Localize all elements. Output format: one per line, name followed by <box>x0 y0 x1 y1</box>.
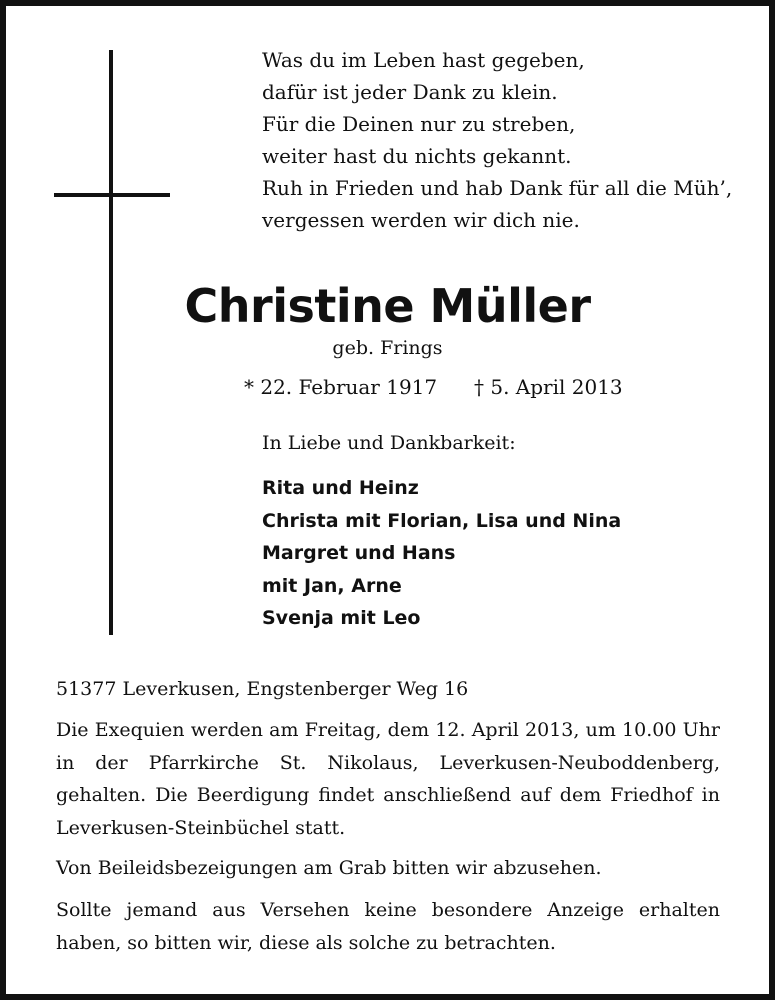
deceased-name: Christine Müller <box>184 279 591 333</box>
maiden-name: geb. Frings <box>332 337 443 359</box>
mourner-entry: Christa mit Florian, Lisa und Nina <box>262 509 622 532</box>
funeral-details: Die Exequien werden am Freitag, dem 12. April 2013, um 10.00 Uhr in der Pfarrkirche St. Nikolaus, Leverkusen-Neuboddenberg, gehalten. Die Beerdigung findet anschließend auf dem Friedhof in Leverkusen-Steinbüchel statt. <box>56 719 720 839</box>
condolence-note: Von Beileidsbezeigungen am Grab bitten wir abzusehen. <box>56 857 602 879</box>
poem-line: dafür ist jeder Dank zu klein. <box>262 80 558 104</box>
mourners-intro: In Liebe und Dankbarkeit: <box>262 432 516 454</box>
poem-line: Für die Deinen nur zu streben, <box>262 112 576 136</box>
mourner-entry: Svenja mit Leo <box>262 607 421 629</box>
family-address: 51377 Leverkusen, Engstenberger Weg 16 <box>56 678 469 700</box>
mourner-entry: Margret und Hans <box>262 542 456 564</box>
poem-line: vergessen werden wir dich nie. <box>262 208 580 232</box>
poem-line: Ruh in Frieden und hab Dank für all die Müh’, <box>262 176 733 200</box>
death-date: † 5. April 2013 <box>474 375 623 399</box>
notice-note: Sollte jemand aus Versehen keine besondere Anzeige erhalten haben, so bitten wir, diese als solche zu betrachten. <box>56 899 720 954</box>
birth-date: * 22. Februar 1917 <box>244 375 438 399</box>
mourners-list <box>262 472 621 635</box>
poem-line: weiter hast du nichts gekannt. <box>262 144 572 168</box>
mourner-entry: mit Jan, Arne <box>262 574 402 597</box>
poem-line: Was du im Leben hast gegeben, <box>262 48 585 72</box>
memorial-poem <box>262 44 742 236</box>
mourner-entry: Rita und Heinz <box>262 477 419 499</box>
cross-icon-bar <box>54 193 170 197</box>
